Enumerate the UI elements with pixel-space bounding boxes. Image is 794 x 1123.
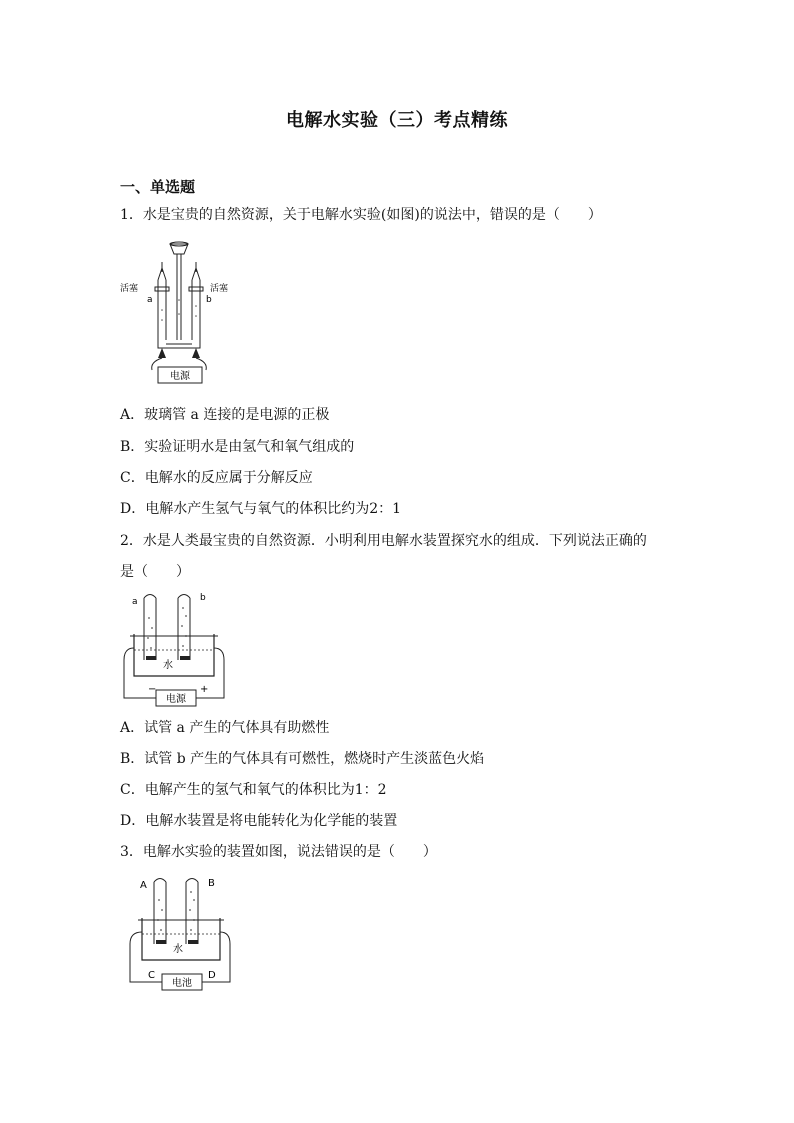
q2-option-c: C．电解产生的氢气和氧气的体积比为1：2 [120,782,387,798]
q2-plus-label: + [200,684,209,695]
q3-water-label: 水 [173,944,183,955]
q2-minus-label: − [148,684,157,695]
q2-power-label: 电源 [166,694,186,705]
q3-label-c: C [148,970,155,981]
q2-figure [120,588,225,710]
q1-label-a: a [147,295,153,305]
q1-power-label: 电源 [170,371,190,382]
q1-option-a: A．玻璃管 a 连接的是电源的正极 [120,407,330,423]
q3-label-d: D [208,970,216,981]
q3-label-a: A [140,880,147,891]
q1-option-c: C．电解水的反应属于分解反应 [120,470,313,486]
q2-option-a: A．试管 a 产生的气体具有助燃性 [120,720,330,736]
q2-option-d: D．电解水装置是将电能转化为化学能的装置 [120,813,398,829]
q3-stem: 3．电解水实验的装置如图，说法错误的是（ ） [120,844,437,860]
q1-figure [120,240,230,385]
q2-water-label: 水 [163,660,173,671]
q1-stem: 1．水是宝贵的自然资源，关于电解水实验(如图)的说法中，错误的是（ ） [120,207,602,223]
q3-battery-label: 电池 [172,978,192,989]
q3-label-b: B [208,878,215,889]
section-heading: 一、单选题 [120,178,196,196]
q2-option-b: B．试管 b 产生的气体具有可燃性，燃烧时产生淡蓝色火焰 [120,751,485,767]
q2-label-a: a [132,597,138,607]
q1-option-d: D．电解水产生氢气与氧气的体积比约为2：1 [120,501,402,517]
q2-stem-line2: 是（ ） [120,564,190,580]
q2-stem-line1: 2．水是人类最宝贵的自然资源．小明利用电解水装置探究水的组成．下列说法正确的 [120,533,647,549]
page-title: 电解水实验（三）考点精练 [286,110,508,131]
q2-label-b: b [200,593,206,603]
q1-right-stopcock-label: 活塞 [210,284,229,294]
q1-label-b: b [206,295,212,305]
q3-figure [124,870,232,994]
q1-left-stopcock-label: 活塞 [120,284,139,294]
q1-option-b: B．实验证明水是由氢气和氧气组成的 [120,439,355,455]
